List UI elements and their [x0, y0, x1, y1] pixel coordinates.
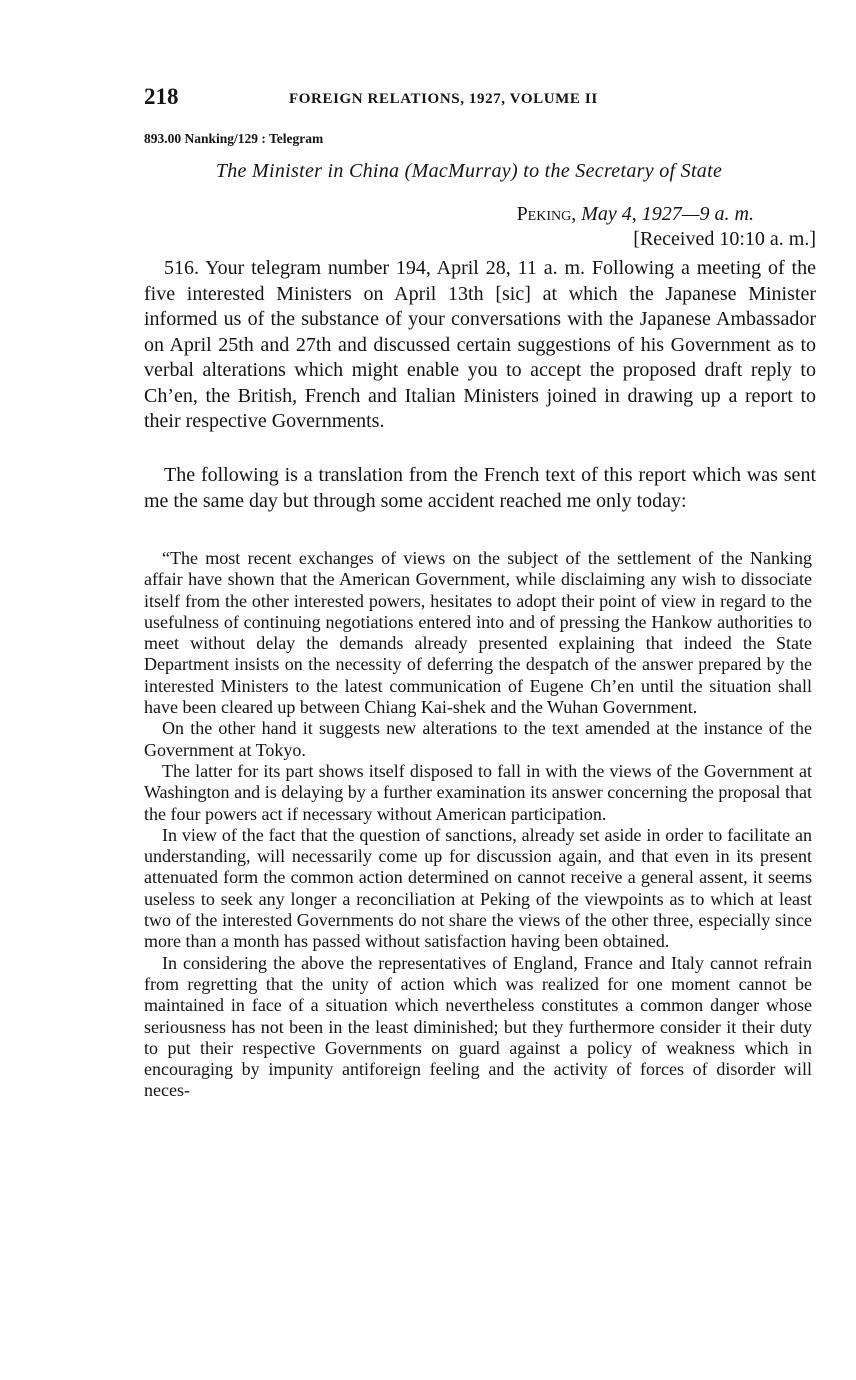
quoted-report [144, 548, 812, 1102]
running-head: FOREIGN RELATIONS, 1927, VOLUME II [289, 91, 598, 107]
paragraph-text: 516. Your telegram number 194, April 28, 11 a. m. Following a meeting of the five interested Ministers on April 13th [sic] at which the Japanese Minister informed us of the substance of your conversations with the Japanese Ambassador on April 25th and 27th and discussed certain suggestions of his Government as to verbal alterations which might enable you to accept the proposed draft reply to Ch’en, the British, French and Italian Ministers joined in drawing up a report to their respective Governments. [144, 257, 816, 432]
telegram-paragraph-2 [144, 463, 816, 514]
quote-paragraph-2: On the other hand it suggests new alterations to the text amended at the instance of the Government at Tokyo. [144, 718, 812, 760]
dateline-place: Peking, [516, 203, 577, 225]
received-time: [Received 10:10 a. m.] [633, 228, 816, 250]
dateline-date: May 4, 1927—9 a. m. [581, 203, 754, 225]
quote-paragraph-1: “The most recent exchanges of views on the subject of the settlement of the Nanking affair have shown that the American Government, while disclaiming any wish to dissociate itself from the other interested powers, hesitates to adopt their point of view in regard to the usefulness of continuing negotiations entered into and of pressing the Hankow authorities to meet without delay the demands already presented explaining that indeed the State Department insists on the necessity of deferring the despatch of the answer prepared by the interested Ministers to the latest communication of Eugene Ch’en until the situation shall have been cleared up between Chiang Kai-shek and the Wuhan Government. [144, 548, 812, 718]
paragraph-text: The following is a translation from the French text of this report which was sent me the same day but through some accident reached me only today: [144, 464, 816, 512]
page-number: 218 [144, 84, 179, 109]
dateline-place-date [517, 203, 754, 226]
quote-paragraph-3: The latter for its part shows itself disposed to fall in with the views of the Government at Washington and is delaying by a further examination its answer concerning the proposal that the four powers act if necessary without American participation. [144, 760, 812, 824]
telegram-paragraph-1 [144, 256, 816, 435]
file-reference: 893.00 Nanking/129 : Telegram [144, 131, 324, 146]
dateline [144, 203, 816, 251]
quote-paragraph-4: In view of the fact that the question of sanctions, already set aside in order to facilitate an understanding, will necessarily come up for discussion again, and that even in its present attenuated form the common action determined on cannot receive a general assent, it seems useless to seek any longer a reconciliation at Peking of the viewpoints as to which at least two of the interested Governments do not share the views of the other three, especially since more than a month has passed without satisfaction having been obtained. [144, 824, 812, 952]
document-title: The Minister in China (MacMurray) to the Secretary of State [215, 160, 723, 182]
quote-paragraph-5: In considering the above the representatives of England, France and Italy cannot refrain from regretting that the unity of action which was realized for one moment cannot be maintained in face of a situation which nevertheless constitutes a common danger whose seriousness has not been in the least diminished; but they furthermore consider it their duty to put their respective Governments on guard against a policy of weakness which in encouraging by impunity antiforeign feeling and the activity of forces of disorder will neces- [144, 952, 812, 1101]
page-header [144, 84, 816, 114]
